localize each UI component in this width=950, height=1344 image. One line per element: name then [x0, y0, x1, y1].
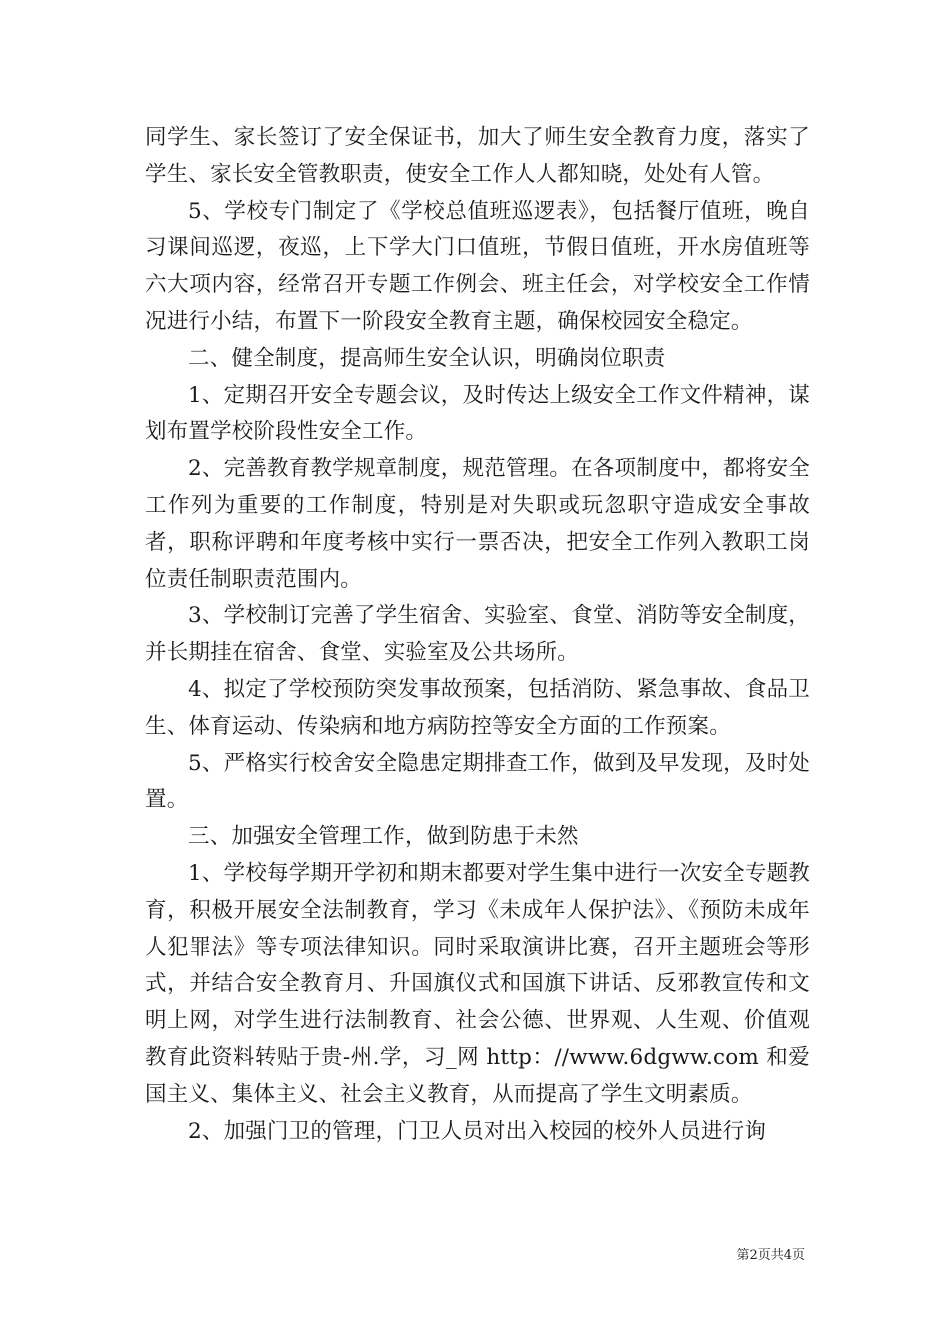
paragraph-item-3-safety-rules: 3、学校制订完善了学生宿舍、实验室、食堂、消防等安全制度，并长期挂在宿舍、食堂、实验室及公共场所。: [145, 603, 810, 666]
section-heading-3: 三、加强安全管理工作，做到防患于未然: [188, 824, 579, 850]
paragraph-item-2-gatekeeping: 2、加强门卫的管理，门卫人员对出入校园的校外人员进行询: [188, 1118, 767, 1144]
paragraph-item-2-regulations: 2、完善教育教学规章制度，规范管理。在各项制度中，都将安全工作列为重要的工作制度，特别是对失职或玩忽职守造成安全事故者，职称评聘和年度考核中实行一票否决，把安全工作列入教职工岗位责任制职责范围内。: [145, 456, 810, 592]
paragraph-item-1-education: 1、学校每学期开学初和期末都要对学生集中进行一次安全专题教育，积极开展安全法制教育，学习《未成年人保护法》、《预防未成年人犯罪法》等专项法律知识。同时采取演讲比赛，召开主题班会等形式，并结合安全教育月、升国旗仪式和国旗下讲话、反邪教宣传和文明上网，对学生进行法制教育、社会公德、世界观、人生观、价值观教育此资料转贴于贵-州.学，习_网 http：//www.6dgww.com 和爱国主义、集体主义、社会主义教育，从而提高了学生文明素质。: [145, 860, 810, 1107]
page-number: 第2页共4页: [736, 1248, 805, 1263]
paragraph-item-5-duty-roster: 5、学校专门制定了《学校总值班巡逻表》，包括餐厅值班，晚自习课间巡逻，夜巡，上下学大门口值班，节假日值班，开水房值班等六大项内容，经常召开专题工作例会、班主任会，对学校安全工作情况进行小结，布置下一阶段安全教育主题，确保校园安全稳定。: [145, 198, 810, 334]
section-heading-2: 二、健全制度，提高师生安全认识，明确岗位职责: [188, 345, 666, 371]
paragraph-item-1-meetings: 1、定期召开安全专题会议，及时传达上级安全工作文件精神，谋划布置学校阶段性安全工作。: [145, 382, 810, 445]
paragraph-item-5-inspection: 5、严格实行校舍安全隐患定期排查工作，做到及早发现，及时处置。: [145, 750, 810, 813]
paragraph-item-4-emergency-plans: 4、拟定了学校预防突发事故预案，包括消防、紧急事故、食品卫生、体育运动、传染病和地方病防控等安全方面的工作预案。: [145, 676, 810, 739]
page-footer: [0, 1246, 950, 1266]
document-body: [145, 120, 810, 1150]
paragraph-continuation: 同学生、家长签订了安全保证书，加大了师生安全教育力度，落实了学生、家长安全管教职责，使安全工作人人都知晓，处处有人管。: [145, 125, 810, 187]
